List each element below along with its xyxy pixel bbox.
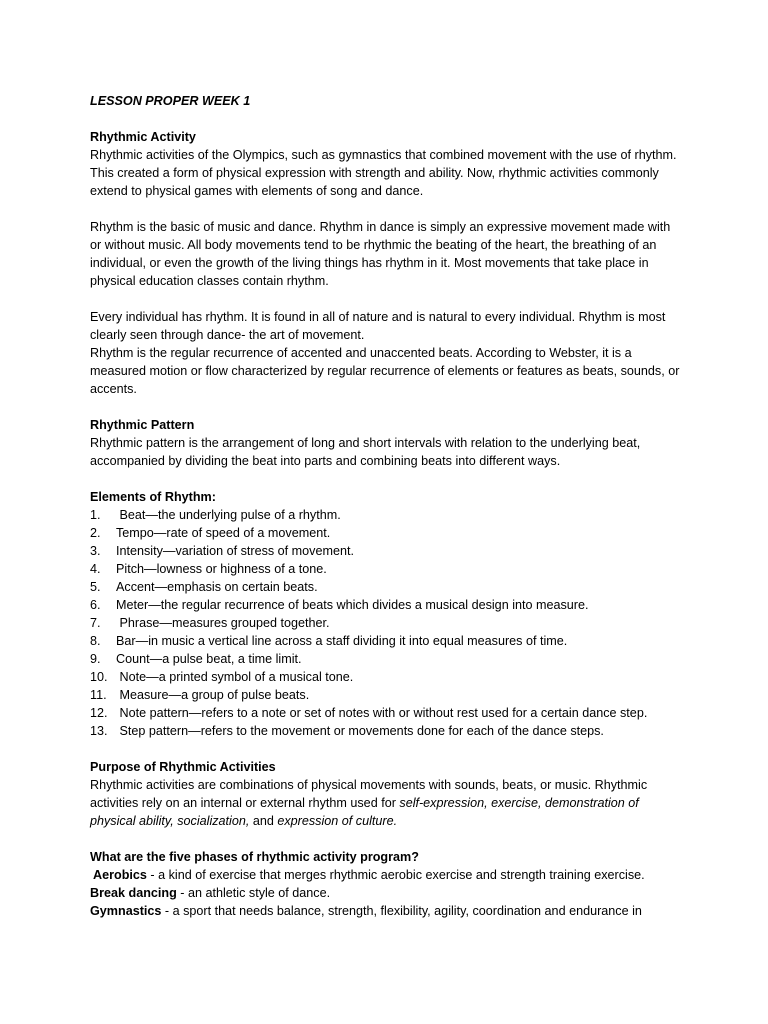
list-item [90, 578, 680, 596]
phase-term: Break dancing [90, 886, 177, 900]
purpose-emphasis-1: self-expression, exercise, demonstration of physical ability, socialization, [90, 796, 639, 828]
list-item-number: 13. [90, 724, 108, 738]
list-item-text: Tempo—rate of speed of a movement. [116, 526, 331, 540]
list-item [90, 542, 680, 560]
list-item [90, 560, 680, 578]
purpose-emphasis-2: expression of culture. [277, 814, 398, 828]
document-body [90, 92, 680, 920]
list-item [90, 506, 680, 524]
list-item-text: Measure—a group of pulse beats. [116, 688, 310, 702]
list-item-text: Meter—the regular recurrence of beats which divides a musical design into measure. [116, 598, 589, 612]
list-item-text: Bar—in music a vertical line across a staff dividing it into equal measures of time. [116, 634, 568, 648]
heading-elements-of-rhythm: Elements of Rhythm: [90, 490, 216, 504]
list-item-number: 5. [90, 580, 101, 594]
list-item-number: 3. [90, 544, 101, 558]
heading-five-phases: What are the five phases of rhythmic activity program? [90, 850, 419, 864]
purpose-text-mid: and [249, 814, 278, 828]
phase-definition: - a kind of exercise that merges rhythmic aerobic exercise and strength training exercise. [146, 868, 645, 882]
list-item [90, 722, 680, 740]
heading-rhythmic-activity: Rhythmic Activity [90, 130, 196, 144]
list-item-text: Phrase—measures grouped together. [116, 616, 330, 630]
paragraph-rhythmic-activity-1: Rhythmic activities of the Olympics, such as gymnastics that combined movement with the use of rhythm. This created a form of physical expression with strength and ability. Now, rhythmic activities commonly extend to physical games with elements of song and dance. [90, 148, 677, 198]
list-item-number: 10. [90, 670, 108, 684]
list-item-text: Intensity—variation of stress of movement. [116, 544, 354, 558]
elements-list [90, 506, 680, 740]
list-item [90, 704, 680, 722]
list-item [90, 668, 680, 686]
paragraph-rhythmic-activity-2: Rhythm is the basic of music and dance. Rhythm in dance is simply an expressive movement made with or without music. All body movements tend to be rhythmic the beating of the heart, the breathing of an individual, or even the growth of the living things has rhythm in it. Most movements that take place in physical education classes contain rhythm. [90, 220, 671, 288]
document-title: LESSON PROPER WEEK 1 [90, 94, 251, 108]
purpose-text-start: Rhythmic activities are combinations of physical movements with sounds, beats, or music. Rhythmic activities rely on an internal or external rhythm used for [90, 778, 648, 810]
phase-definition: - a sport that needs balance, strength, flexibility, agility, coordination and endurance in [161, 904, 642, 918]
list-item [90, 632, 680, 650]
list-item-text: Step pattern—refers to the movement or movements done for each of the dance steps. [116, 724, 604, 738]
phase-gymnastics [90, 902, 680, 920]
list-item [90, 686, 680, 704]
list-item [90, 650, 680, 668]
paragraph-purpose [90, 776, 680, 830]
list-item-text: Pitch—lowness or highness of a tone. [116, 562, 327, 576]
list-item-number: 11. [90, 688, 107, 702]
phase-definition: - an athletic style of dance. [176, 886, 331, 900]
phase-term: Aerobics [90, 868, 147, 882]
list-item-number: 9. [90, 652, 101, 666]
phase-break-dancing [90, 884, 680, 902]
paragraph-rhythmic-pattern: Rhythmic pattern is the arrangement of long and short intervals with relation to the underlying beat, accompanied by dividing the beat into parts and combining beats into different ways. [90, 436, 641, 468]
list-item-number: 2. [90, 526, 101, 540]
list-item-text: Note pattern—refers to a note or set of notes with or without rest used for a certain dance step. [116, 706, 648, 720]
list-item [90, 524, 680, 542]
list-item-number: 12. [90, 706, 108, 720]
list-item-number: 4. [90, 562, 101, 576]
list-item-text: Accent—emphasis on certain beats. [116, 580, 318, 594]
list-item-number: 8. [90, 634, 101, 648]
list-item-number: 6. [90, 598, 101, 612]
list-item-number: 1. [90, 508, 101, 522]
list-item [90, 596, 680, 614]
paragraph-rhythmic-activity-3: Every individual has rhythm. It is found in all of nature and is natural to every individual. Rhythm is most clearly seen through dance- the art of movement. [90, 310, 666, 342]
list-item-number: 7. [90, 616, 101, 630]
phase-aerobics [90, 866, 680, 884]
paragraph-rhythmic-activity-4: Rhythm is the regular recurrence of accented and unaccented beats. According to Webster, it is a measured motion or flow characterized by regular recurrence of elements or features as beats, sounds, or accents. [90, 346, 680, 396]
heading-purpose: Purpose of Rhythmic Activities [90, 760, 276, 774]
list-item-text: Note—a printed symbol of a musical tone. [116, 670, 354, 684]
list-item-text: Beat—the underlying pulse of a rhythm. [116, 508, 341, 522]
list-item-text: Count—a pulse beat, a time limit. [116, 652, 302, 666]
heading-rhythmic-pattern: Rhythmic Pattern [90, 418, 195, 432]
list-item [90, 614, 680, 632]
phase-term: Gymnastics [90, 904, 162, 918]
